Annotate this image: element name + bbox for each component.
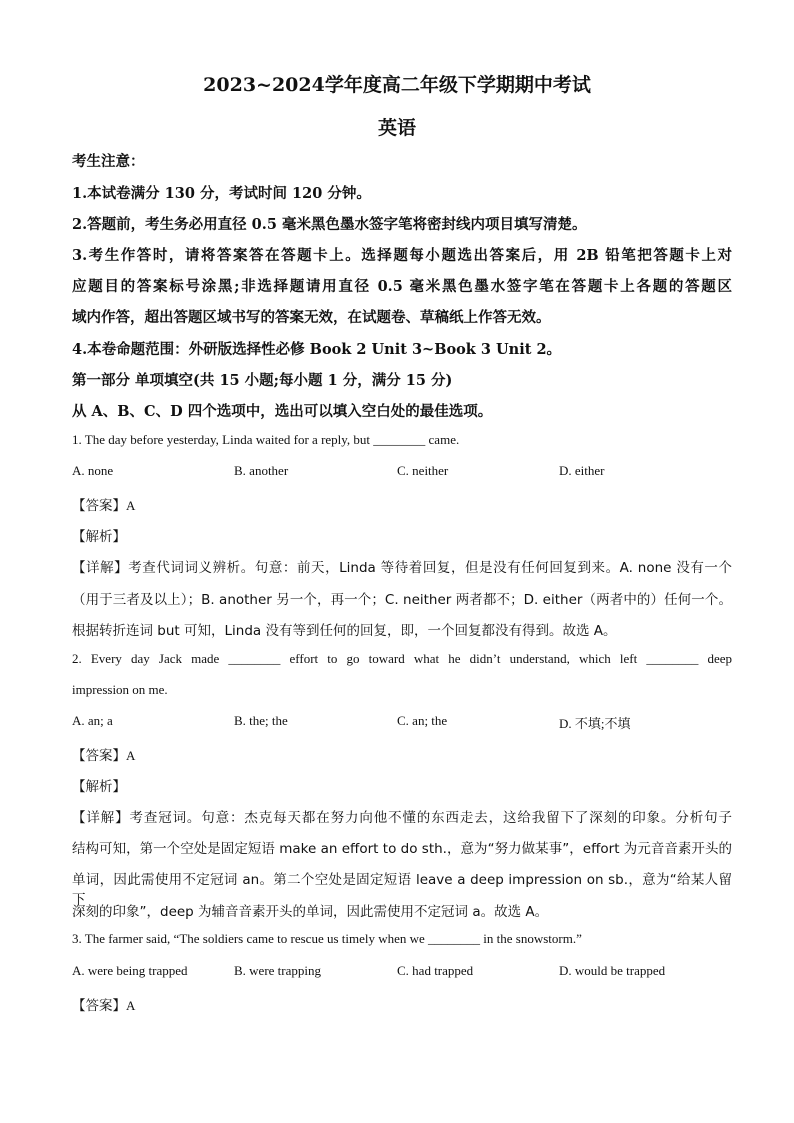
q1-option-d: D. either [559,463,605,478]
exam-subject: 英语 [377,117,416,139]
q1-answer [72,494,732,515]
answer-value: A [126,748,136,763]
q1-detail-line-1: 【详解】考查代词词义辨析。句意：前天，Linda 等待着回复，但是没有任何回复到来。A. none 没有一个 [72,560,732,576]
q3-option-b: B. were trapping [234,963,322,978]
question-2-stem-line-2: impression on me. [72,682,168,697]
note-3-line-2: 应题目的答案标号涂黑;非选择题请用直径 0.5 毫米黑色墨水签字笔在答题卡上各题的答题区 [72,278,732,295]
note-2: 2.答题前，考生务必用直径 0.5 毫米黑色墨水签字笔将密封线内项目填写清楚。 [72,216,587,233]
question-3-stem: 3. The farmer said, “The soldiers came to rescue us timely when we ________ in the snowstorm.” [72,931,582,946]
q1-option-b: B. another [234,463,289,478]
exam-title: 2023~2024学年度高二年级下学期期中考试 [203,74,591,96]
q3-option-d: D. would be trapped [559,963,666,978]
q1-detail-line-3: 根据转折连词 but 可知，Linda 没有等到任何的回复，即，一个回复都没有得到。故选 A。 [72,623,617,639]
answer-tag: 【答案】 [72,998,126,1014]
q2-detail-line-4: 深刻的印象”，deep 为辅音音素开头的单词，因此需使用不定冠词 a。故选 A。 [72,904,549,920]
answer-tag: 【答案】 [72,498,126,514]
note-1: 1.本试卷满分 130 分，考试时间 120 分钟。 [72,185,371,202]
answer-value: A [126,998,136,1013]
q2-detail-line-2: 结构可知，第一个空处是固定短语 make an effort to do sth.，意为“努力做某事”，effort 为元音音素开头的 [72,841,732,857]
note-4: 4.本卷命题范围：外研版选择性必修 Book 2 Unit 3~Book 3 Unit 2。 [72,341,562,358]
answer-value: A [126,498,136,513]
question-2-stem-line-1: 2. Every day Jack made ________ effort to go toward what he didn’t understand, which left ________ deep [72,651,732,666]
q2-option-b: B. the; the [234,713,288,728]
q2-option-a: A. an; a [72,713,113,728]
q2-detail-line-3: 单词，因此需使用不定冠词 an。第二个空处是固定短语 leave a deep impression on sb.，意为“给某人留下 [72,872,732,908]
note-3-line-1: 3.考生作答时，请将答案答在答题卡上。选择题每小题选出答案后，用 2B 铅笔把答题卡上对 [72,247,732,264]
q2-detail-line-1: 【详解】考查冠词。句意：杰克每天都在努力向他不懂的东西走去，这给我留下了深刻的印象。分析句子 [72,810,732,826]
notes-heading: 考生注意： [72,153,145,170]
q3-option-c: C. had trapped [397,963,474,978]
section-title: 第一部分 单项填空(共 15 小题;每小题 1 分，满分 15 分) [72,372,453,389]
q2-option-c: C. an; the [397,713,448,728]
q1-option-a: A. none [72,463,114,478]
answer-tag: 【答案】 [72,748,126,764]
note-3-line-3: 域内作答，超出答题区域书写的答案无效，在试题卷、草稿纸上作答无效。 [72,309,551,326]
q2-analysis-tag: 【解析】 [72,779,126,795]
q2-option-d: D. 不填;不填 [559,716,631,731]
question-1-stem: 1. The day before yesterday, Linda waited for a reply, but ________ came. [72,432,460,447]
q1-detail-line-2: （用于三者及以上）；B. another 另一个，再一个；C. neither 两者都不；D. either（两者中的）任何一个。 [72,592,732,608]
q1-analysis-tag: 【解析】 [72,529,126,545]
q1-option-c: C. neither [397,463,449,478]
q3-option-a: A. were being trapped [72,963,188,978]
q2-answer [72,744,732,765]
section-instruction: 从 A、B、C、D 四个选项中，选出可以填入空白处的最佳选项。 [72,403,493,420]
q3-answer [72,994,732,1015]
